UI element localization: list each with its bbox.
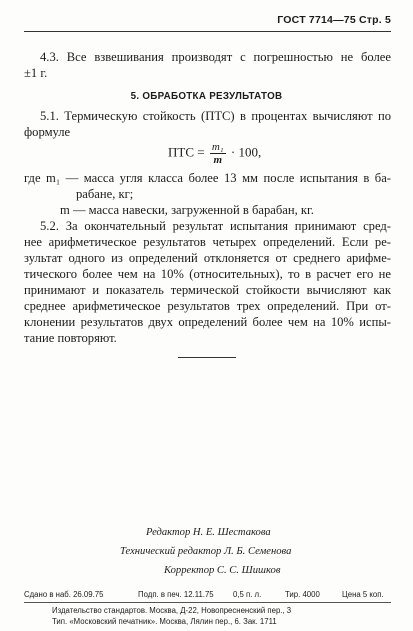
paragraph-5-2-line: нее арифметическое результатов четырех определений. Если ре- xyxy=(24,235,391,249)
header-rule xyxy=(24,31,391,32)
paragraph-5-2-line: принимают и показатель термической стойкости вычисляют как xyxy=(24,283,391,297)
formula-fraction xyxy=(210,141,226,166)
paragraph-5-1-line-2: формуле xyxy=(24,125,71,139)
section-heading: 5. ОБРАБОТКА РЕЗУЛЬТАТОВ xyxy=(130,91,283,102)
tech-editor-credit: Технический редактор Л. Б. Семенова xyxy=(120,546,292,557)
formula-lhs: ПТС = xyxy=(168,144,205,160)
where-line-2: рабане, кг; xyxy=(76,187,134,201)
proofreader-credit: Корректор С. С. Шишков xyxy=(164,565,281,576)
section-separator xyxy=(178,357,236,358)
formula-denominator: m xyxy=(213,154,223,166)
paragraph-5-2-line: тического более чем на 10% (относительных), то в расчет его не xyxy=(24,267,391,281)
paragraph-5-1-line-1: 5.1. Термическую стойкость (ПТС) в процентах вычисляют по xyxy=(40,109,391,123)
page-header: ГОСТ 7714—75 Стр. 5 xyxy=(277,14,391,26)
imprint-signed-date: Подп. в печ. 12.11.75 xyxy=(138,590,214,599)
paragraph-5-2-line: 5.2. За окончательный результат испытания принимают сред- xyxy=(40,219,391,233)
imprint-sheets: 0,5 п. л. xyxy=(233,590,262,599)
paragraph-5-2-line: зультат одного из определений отклоняется от среднего арифме- xyxy=(24,251,391,265)
editor-credit: Редактор Н. Е. Шестакова xyxy=(146,527,271,538)
imprint-publisher: Издательство стандартов. Москва, Д-22, Новопресненский пер., 3 xyxy=(52,606,292,615)
where-line-1: где m₁ — масса угля класса более 13 мм после испытания в ба- xyxy=(24,171,391,185)
formula xyxy=(168,141,261,166)
imprint-printer: Тип. «Московский печатник». Москва, Лялин пер., 6. Зак. 1711 xyxy=(52,617,277,626)
paragraph-4-3-line-2: ±1 г. xyxy=(24,66,48,80)
paragraph-5-2-line: тание повторяют. xyxy=(24,331,117,345)
paragraph-5-2-line: клонении результатов двух определений более чем на 10% испы- xyxy=(24,315,391,329)
imprint-price: Цена 5 коп. xyxy=(342,590,384,599)
where-line-3: m — масса навески, загруженной в барабан, кг. xyxy=(60,203,314,217)
imprint-rule xyxy=(24,602,391,603)
formula-numerator: m₁ xyxy=(211,141,224,153)
paragraph-5-2-line: среднее арифметическое результатов трех определений. При от- xyxy=(24,299,391,313)
formula-rhs: · 100, xyxy=(230,144,262,160)
imprint-sent-date: Сдано в наб. 26.09.75 xyxy=(24,590,104,599)
paragraph-4-3-line-1: 4.3. Все взвешивания производят с погрешностью не более xyxy=(40,50,391,64)
imprint-print-run: Тир. 4000 xyxy=(285,590,320,599)
